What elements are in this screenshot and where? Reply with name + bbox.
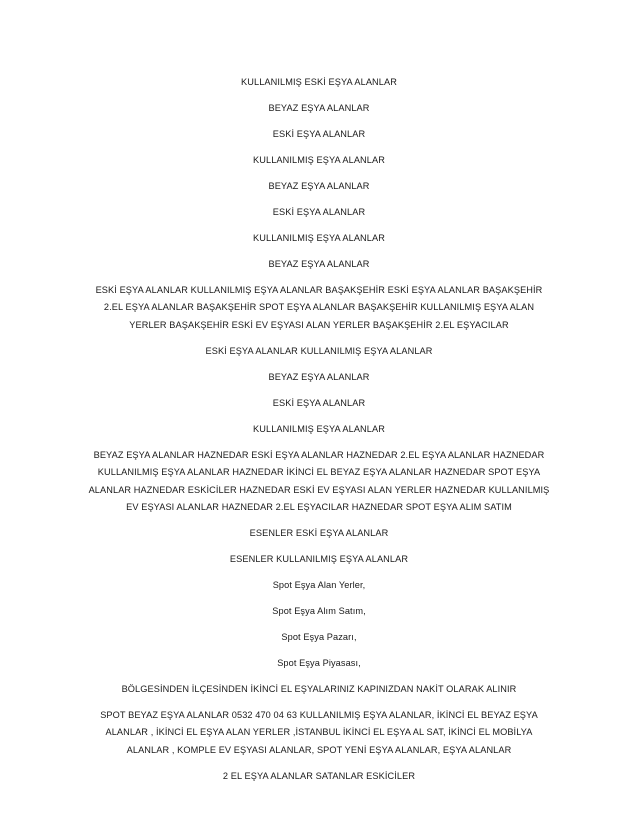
paragraph: BEYAZ EŞYA ALANLAR (268, 371, 370, 382)
paragraph-basaksehir-block: ESKİ EŞYA ALANLAR KULLANILMIŞ EŞYA ALANLAR BAŞAKŞEHİR ESKİ EŞYA ALANLAR BAŞAKŞEHİR 2.EL EŞYA ALANLAR BAŞAKŞEHİR SPOT EŞYA ALANLAR BAŞAKŞEHİR KULLANILMIŞ EŞYA ALAN YERLER BAŞAKŞEHİR ESKİ EV EŞYASI ALAN YERLER BAŞAKŞEHİR 2.EL EŞYACILAR (95, 285, 543, 330)
paragraph: ESKİ EŞYA ALANLAR (272, 207, 366, 217)
paragraph: Spot Eşya Alım Satım, (272, 606, 366, 617)
paragraph: 2 EL EŞYA ALANLAR SATANLAR ESKİCİLER (222, 770, 416, 781)
paragraph: BEYAZ EŞYA ALANLAR (268, 181, 370, 191)
paragraph: Spot Eşya Pazarı, (281, 632, 357, 643)
paragraph-contact-block: SPOT BEYAZ EŞYA ALANLAR 0532 470 04 63 KULLANILMIŞ EŞYA ALANLAR, İKİNCİ EL BEYAZ EŞYA ALANLAR , İKİNCİ EL EŞYA ALAN YERLER ,İSTANBUL İKİNCİ EL EŞYA AL SAT, İKİNCİ EL MOBİLYA ALANLAR , KOMPLE EV EŞYASI ALANLAR, SPOT YENİ EŞYA ALANLAR, EŞYA ALANLAR (100, 710, 538, 755)
paragraph: ESKİ EŞYA ALANLAR KULLANILMIŞ EŞYA ALANLAR (205, 345, 433, 356)
paragraph: KULLANILMIŞ EŞYA ALANLAR (253, 423, 385, 434)
paragraph: Spot Eşya Piyasası, (277, 658, 361, 669)
paragraph: KULLANILMIŞ EŞYA ALANLAR (253, 155, 385, 165)
paragraph: ESKİ EŞYA ALANLAR (272, 129, 366, 139)
paragraph-haznedar-block: BEYAZ EŞYA ALANLAR HAZNEDAR ESKİ EŞYA ALANLAR HAZNEDAR 2.EL EŞYA ALANLAR HAZNEDAR KULLANILMIŞ EŞYA ALANLAR HAZNEDAR İKİNCİ EL BEYAZ EŞYA ALANLAR HAZNEDAR SPOT EŞYA ALANLAR HAZNEDAR ESKİCİLER HAZNEDAR ESKİ EV EŞYASI ALAN YERLER HAZNEDAR KULLANILMIŞ EV EŞYASI ALANLAR HAZNEDAR 2.EL EŞYACILAR HAZNEDAR SPOT EŞYA ALIM SATIM (88, 449, 550, 513)
paragraph: KULLANILMIŞ ESKİ EŞYA ALANLAR (241, 77, 397, 87)
paragraph: Spot Eşya Alan Yerler, (272, 580, 366, 591)
paragraph: ESKİ EŞYA ALANLAR (272, 397, 366, 408)
paragraph: BEYAZ EŞYA ALANLAR (268, 259, 370, 269)
paragraph-regions-notice: BÖLGESİNDEN İLÇESİNDEN İKİNCİ EL EŞYALARINIZ KAPINIZDAN NAKİT OLARAK ALINIR (121, 684, 517, 695)
paragraph: KULLANILMIŞ EŞYA ALANLAR (253, 233, 385, 243)
paragraph: BEYAZ EŞYA ALANLAR (268, 103, 370, 113)
paragraph: ESENLER ESKİ EŞYA ALANLAR (249, 528, 389, 539)
paragraph: ESENLER KULLANILMIŞ EŞYA ALANLAR (229, 554, 409, 565)
